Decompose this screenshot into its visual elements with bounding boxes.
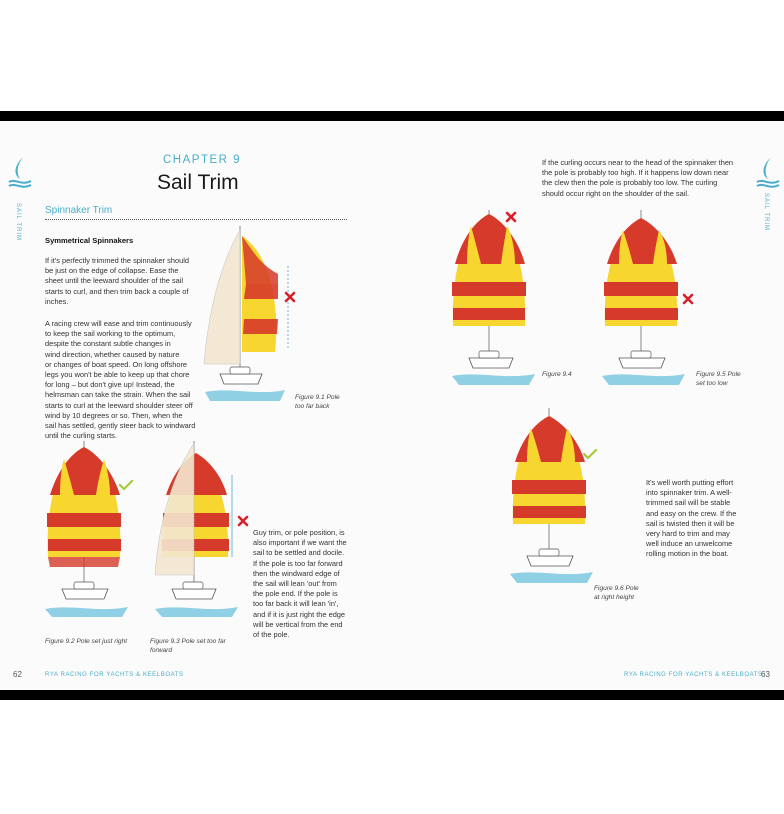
page-number: 63: [761, 670, 770, 679]
bottom-black-bar: [0, 690, 784, 700]
chapter-label: CHAPTER 9: [163, 154, 242, 166]
side-tab: SAIL TRIM: [763, 193, 769, 232]
paragraph-1: If the curling occurs near to the head of the spinnaker then the pole is probably too high. If it happens low down near the clew then the pole is probably too low. The curling should occur right on the shoulder of the sail.: [542, 158, 734, 198]
wave-logo-icon: [755, 155, 781, 191]
paragraph-2: A racing crew will ease and trim continuously to keep the sail working to the optimum, despite the constant subtle changes in wind direction, whether caused by nature or changes of boat speed. On long offshore legs you won't be able to keep up that chore for long – but don't give up! Instead, the helmsman can take the strain. When the sail starts to curl at the leeward shoulder steer off wind by 10 degrees or so. Then, when the sail has settled, gently steer back to windward until the curling starts.: [45, 319, 196, 441]
figure-9-6-caption: Figure 9.6 Pole at right height: [594, 585, 639, 601]
figure-9-4-caption: Figure 9.4: [542, 371, 572, 378]
section-heading: Spinnaker Trim: [45, 205, 113, 216]
cross-icon: [682, 293, 694, 305]
cross-icon: [237, 515, 249, 527]
figure-9-2-caption: Figure 9.2 Pole set just right: [45, 638, 128, 645]
figure-9-1-boat: [200, 224, 300, 414]
footer-text: RYA RACING FOR YACHTS & KEELBOATS: [45, 672, 184, 678]
left-page: [0, 121, 392, 689]
figure-9-6-boat: [505, 406, 605, 596]
paragraph-1: If it's perfectly trimmed the spinnaker should be just on the edge of collapse. Ease the sheet until the leeward shoulder of the sail starts to curl, and then trim back a couple of inches.: [45, 256, 189, 306]
wave-logo-icon: [7, 155, 33, 191]
footer-text: RYA RACING FOR YACHTS & KEELBOATS: [624, 672, 763, 678]
top-black-bar: [0, 111, 784, 121]
side-tab: SAIL TRIM: [15, 203, 21, 242]
figure-9-5-caption: Figure 9.5 Pole set too low: [696, 371, 741, 387]
section-rule: [45, 219, 347, 220]
page-number: 62: [13, 670, 22, 679]
paragraph-2: It's well worth putting effort into spinnaker trim. A well- trimmed sail will be stable and easy on the crew. If the sail is twisted then it will be very hard to trim and may well induce an unwelcome rolling motion in the boat.: [646, 478, 737, 559]
check-icon: [582, 448, 598, 460]
figure-9-2-boat: [40, 439, 140, 629]
figure-9-4-boat: [447, 208, 547, 398]
figure-9-3-boat: [150, 439, 250, 629]
cross-icon: [505, 211, 517, 223]
subheading: Symmetrical Spinnakers: [45, 236, 134, 245]
page-title: Sail Trim: [157, 171, 239, 194]
cross-icon: [284, 291, 296, 303]
paragraph-3: Guy trim, or pole position, is also important if we want the sail to be settled and docile. If the pole is too far forward then the windward edge of the sail will lean 'out' from the pole end. If the pole is too far back it will lean 'in', and if it is just right the edge will be vertical from the end of the pole.: [253, 528, 347, 640]
figure-9-1-caption: Figure 9.1 Pole too far back: [295, 394, 340, 410]
right-page: [392, 121, 784, 689]
check-icon: [118, 479, 134, 491]
figure-9-3-caption: Figure 9.3 Pole set too far forward: [150, 638, 226, 654]
